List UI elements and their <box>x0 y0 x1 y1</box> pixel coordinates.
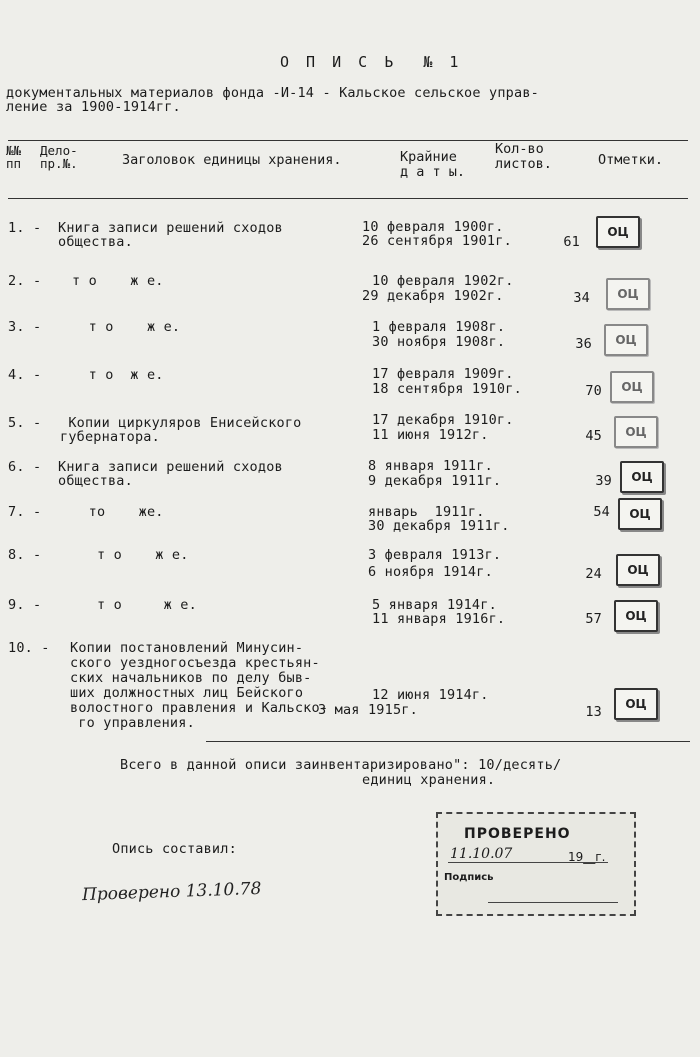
row-date-end: 9 декабря 1911г. <box>368 473 502 489</box>
row-date-start: 17 декабря 1910г. <box>372 412 514 428</box>
row-title: т о ж е. <box>72 597 197 613</box>
row-date-end: 18 сентября 1910г. <box>372 381 522 397</box>
header-top-rule <box>8 140 688 141</box>
row-date-start: 12 июня 1914г. <box>372 687 489 703</box>
oc-stamp: ОЦ <box>596 216 640 248</box>
row-number: 8. - <box>8 547 42 563</box>
row-title: т о ж е. <box>72 547 189 563</box>
row-title: то же. <box>72 504 164 520</box>
heading-line-1: документальных материалов фонда -И-14 - Кальское сельское управ- <box>6 85 539 101</box>
row-date-end: 29 декабря 1902г. <box>362 288 504 304</box>
oc-stamp: ОЦ <box>614 688 658 720</box>
row-date-start: 10 февраля 1900г. <box>362 219 504 235</box>
row-title: Книга записи решений сходов общества. <box>58 459 283 489</box>
verified-stamp <box>436 812 636 916</box>
row-date-start: 5 января 1914г. <box>372 597 497 613</box>
row-sheets: 24 <box>585 566 602 582</box>
row-sheets: 34 <box>573 290 590 306</box>
row-number: 1. - <box>8 220 42 236</box>
row-sheets: 45 <box>585 428 602 444</box>
row-number: 9. - <box>8 597 42 613</box>
row-sheets: 61 <box>563 234 580 250</box>
row-date-end: 26 сентября 1901г. <box>362 233 512 249</box>
stamp-sign-line <box>488 902 618 903</box>
stamp-line <box>448 862 608 863</box>
oc-stamp: ОЦ <box>604 324 648 356</box>
row-number: 4. - <box>8 367 42 383</box>
col-header-nn: №№ пп <box>6 143 22 171</box>
row-number: 10. - <box>8 640 50 656</box>
row-title: Копии циркуляров Енисейского губернатора. <box>60 415 302 445</box>
row-number: 3. - <box>8 319 42 335</box>
handwritten-verification-note: Проверено 13.10.78 <box>81 878 262 906</box>
col-header-title: Заголовок единицы хранения. <box>122 152 342 168</box>
row-date-start: 1 февраля 1908г. <box>372 319 506 335</box>
col-header-sheets: Кол-во листов. <box>495 141 552 172</box>
header-bottom-rule <box>8 198 688 199</box>
col-header-notes: Отметки. <box>598 152 664 168</box>
row-date-end: 30 ноября 1908г. <box>372 334 506 350</box>
row-sheets: 39 <box>595 473 612 489</box>
col-header-dates: Крайние д а т ы. <box>400 149 466 180</box>
row-date-end: 11 июня 1912г. <box>372 427 489 443</box>
oc-stamp: ОЦ <box>620 461 664 493</box>
col-header-delo: Дело- пр.№. <box>40 143 78 171</box>
row-title: Книга записи решений сходов общества. <box>58 220 283 250</box>
row-sheets: 70 <box>585 383 602 399</box>
row-date-end: 3 мая 1915г. <box>318 702 418 718</box>
stamp-year: 19__г. <box>568 850 606 864</box>
row-sheets: 54 <box>593 504 610 520</box>
row-title: т о ж е. <box>72 319 181 335</box>
row-date-end: 30 декабря 1911г. <box>368 518 510 534</box>
row-sheets: 36 <box>575 336 592 352</box>
row-title: т о ж е. <box>72 367 164 383</box>
stamp-title: ПРОВЕРЕНО <box>464 826 571 842</box>
stamp-sign-label: Подпись <box>444 872 494 883</box>
row-title: Копии постановлений Минусин- ского уездногосъезда крестьян- ских начальников по делу быв- ших должностных лиц Бейского волостного правления и Кальско- го управления. <box>70 640 329 731</box>
heading-line-2: ление за 1900-1914гг. <box>6 99 181 115</box>
composed-by-label: Опись составил: <box>112 841 237 857</box>
row-date-start: 17 февраля 1909г. <box>372 366 514 382</box>
oc-stamp: ОЦ <box>618 498 662 530</box>
oc-stamp: ОЦ <box>614 416 658 448</box>
row-date-start: 10 февраля 1902г. <box>372 273 514 289</box>
total-line-1: Всего в данной описи заинвентаризировано": 10/десять/ <box>120 757 562 773</box>
total-line-2: единиц хранения. <box>362 772 496 788</box>
row-number: 5. - <box>8 415 42 431</box>
row-sheets: 57 <box>585 611 602 627</box>
row-date-start: 3 февраля 1913г. <box>368 547 502 563</box>
oc-stamp: ОЦ <box>614 600 658 632</box>
row-number: 7. - <box>8 504 42 520</box>
table-bottom-rule <box>206 741 690 742</box>
row-number: 2. - <box>8 273 42 289</box>
row-date-start: 8 января 1911г. <box>368 458 493 474</box>
row-number: 6. - <box>8 459 42 475</box>
row-date-end: 11 января 1916г. <box>372 611 506 627</box>
row-title: т о ж е. <box>72 273 164 289</box>
stamp-date: 11.10.07 <box>450 846 513 862</box>
oc-stamp: ОЦ <box>610 371 654 403</box>
row-sheets: 13 <box>585 704 602 720</box>
oc-stamp: ОЦ <box>606 278 650 310</box>
oc-stamp: ОЦ <box>616 554 660 586</box>
row-date-end: 6 ноября 1914г. <box>368 564 493 580</box>
row-date-start: январь 1911г. <box>368 504 485 520</box>
document-title: О П И С Ь № 1 <box>280 53 463 71</box>
